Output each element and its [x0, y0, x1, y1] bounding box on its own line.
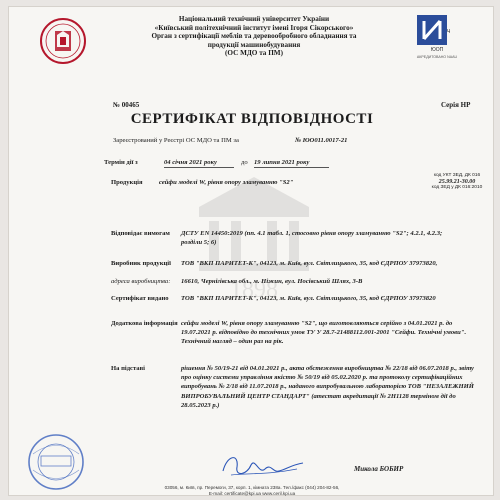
university-logo-icon — [39, 17, 87, 65]
requirements-label: Відповідає вимогам — [111, 230, 170, 237]
producer-address-value: 16610, Чернігівська обл., м. Ніжин, вул. Носівський Шлях, 3-В — [181, 278, 363, 285]
requirements-value: ДСТУ EN 14450:2019 (пп. 4.1 табл. 1, стосовно рівня опору зламуванню "S2"; 4.2.1, 4.2.3; розділи 5; 6) — [181, 230, 443, 247]
term-to: 19 липня 2021 року — [254, 158, 329, 168]
term-from: 04 січня 2021 року — [164, 158, 234, 168]
footer-address: 03056, м. Київ, пр. Перемоги, 37, корп. 1, кімната 238а. Тел./факс (044) 204-82-56, — [164, 485, 340, 490]
product-value: сейфи моделі W, рівня опору зламуванню "S2" — [159, 179, 294, 186]
header-line: «Київський політехнічний інститут імені Ігоря Сікорського» — [154, 23, 354, 32]
accreditation-mark-icon — [417, 15, 447, 45]
registered-value: № ЮО011.0017-21 — [295, 137, 348, 144]
basis-label: На підставі — [111, 365, 145, 372]
accreditation-logo — [409, 15, 465, 65]
term-label: Термін дії з — [104, 159, 138, 166]
header-line: (ОС МДО та ПМ) — [225, 49, 283, 58]
basis-value: рішення № 50/19-21 від 04.01.2021 р., акта обстеження виробництва № 22/18 від 06.07.2018 р., звіту про оцінку системи управління якістю № 50/19 від 05.02.2020 р. та протоколу сертифікаційних випробувань № 2/18 від 11.07.2018 р., наданого випробувальною лабораторією ТОВ "НЕЗАЛЕЖНИЙ ВИПРОБУВАЛЬНИЙ ЦЕНТР СТАНДАРТ" (атестат акредитації № 2Н1128 терміном дії до 28.05.2023 р.) — [181, 365, 474, 409]
producer-value: ТОВ "ВКП ПАРИТЕТ-К", 04123, м. Київ, вул. Світлицького, 35, код ЄДРПОУ 37973820, — [181, 260, 438, 267]
issued-value: ТОВ "ВКП ПАРИТЕТ-К", 04123, м. Київ, вул. Світлицького, 35, код ЄДРПОУ 37973820 — [181, 295, 436, 302]
extra-info-value: сейфи моделі W, рівня опору зламуванню "S2", що виготовляються серійно з 04.01.2021 р. до 19.07.2021 р. відповідно до технічних умов ТУ У 28.7-21488112.001-2001 "Сейфи. Технічні умови". Технічний нагляд – один раз на рік. — [181, 320, 467, 346]
registered-label: Зареєстрований у Реєстрі ОС МДО та ПМ за — [113, 137, 239, 144]
code-caption: код УКТ ЗЕД, ДК 016 — [433, 173, 481, 178]
watermark-year: 1898 — [230, 277, 278, 303]
producer-label: Виробник продукції — [111, 260, 171, 267]
header-line: продукції машинобудування — [207, 40, 301, 49]
certificate-title: СЕРТИФІКАТ ВІДПОВІДНОСТІ — [130, 111, 374, 127]
header-line: Національний технічний університет України — [178, 15, 330, 23]
header-line: Орган з сертифікації меблів та деревообробного обладнання та — [151, 32, 357, 41]
producer-address-label: адреса виробництва: — [111, 278, 171, 285]
code-value: 25.99.21-30.00 — [438, 179, 476, 185]
term-to-label: до — [241, 159, 248, 166]
codes-block — [427, 173, 487, 191]
accreditation-caption: ЮОП — [430, 47, 444, 53]
signatory-name: Микола БОБИР — [354, 465, 404, 473]
footer-contacts: E-mail: certificate@kpi.ua www.ceril.kpi.ua — [208, 491, 296, 496]
signature-icon — [217, 445, 307, 485]
certificate-page — [8, 6, 494, 496]
footer — [9, 485, 495, 497]
code-caption: код ЗЕД у ДК 016:2010 — [431, 185, 483, 190]
issuer-header — [119, 15, 389, 58]
certificate-number: № 00465 — [113, 101, 140, 109]
certificate-series: Серія НР — [441, 101, 471, 109]
issued-label: Сертифікат видано — [111, 295, 169, 302]
official-stamp-icon — [21, 432, 91, 492]
product-label: Продукція — [111, 179, 143, 186]
extra-info-label: Додаткова інформація — [111, 320, 178, 327]
accreditation-sub: АКРЕДИТОВАНО NAAU — [416, 55, 458, 59]
accreditation-id: Ч — [447, 29, 451, 35]
